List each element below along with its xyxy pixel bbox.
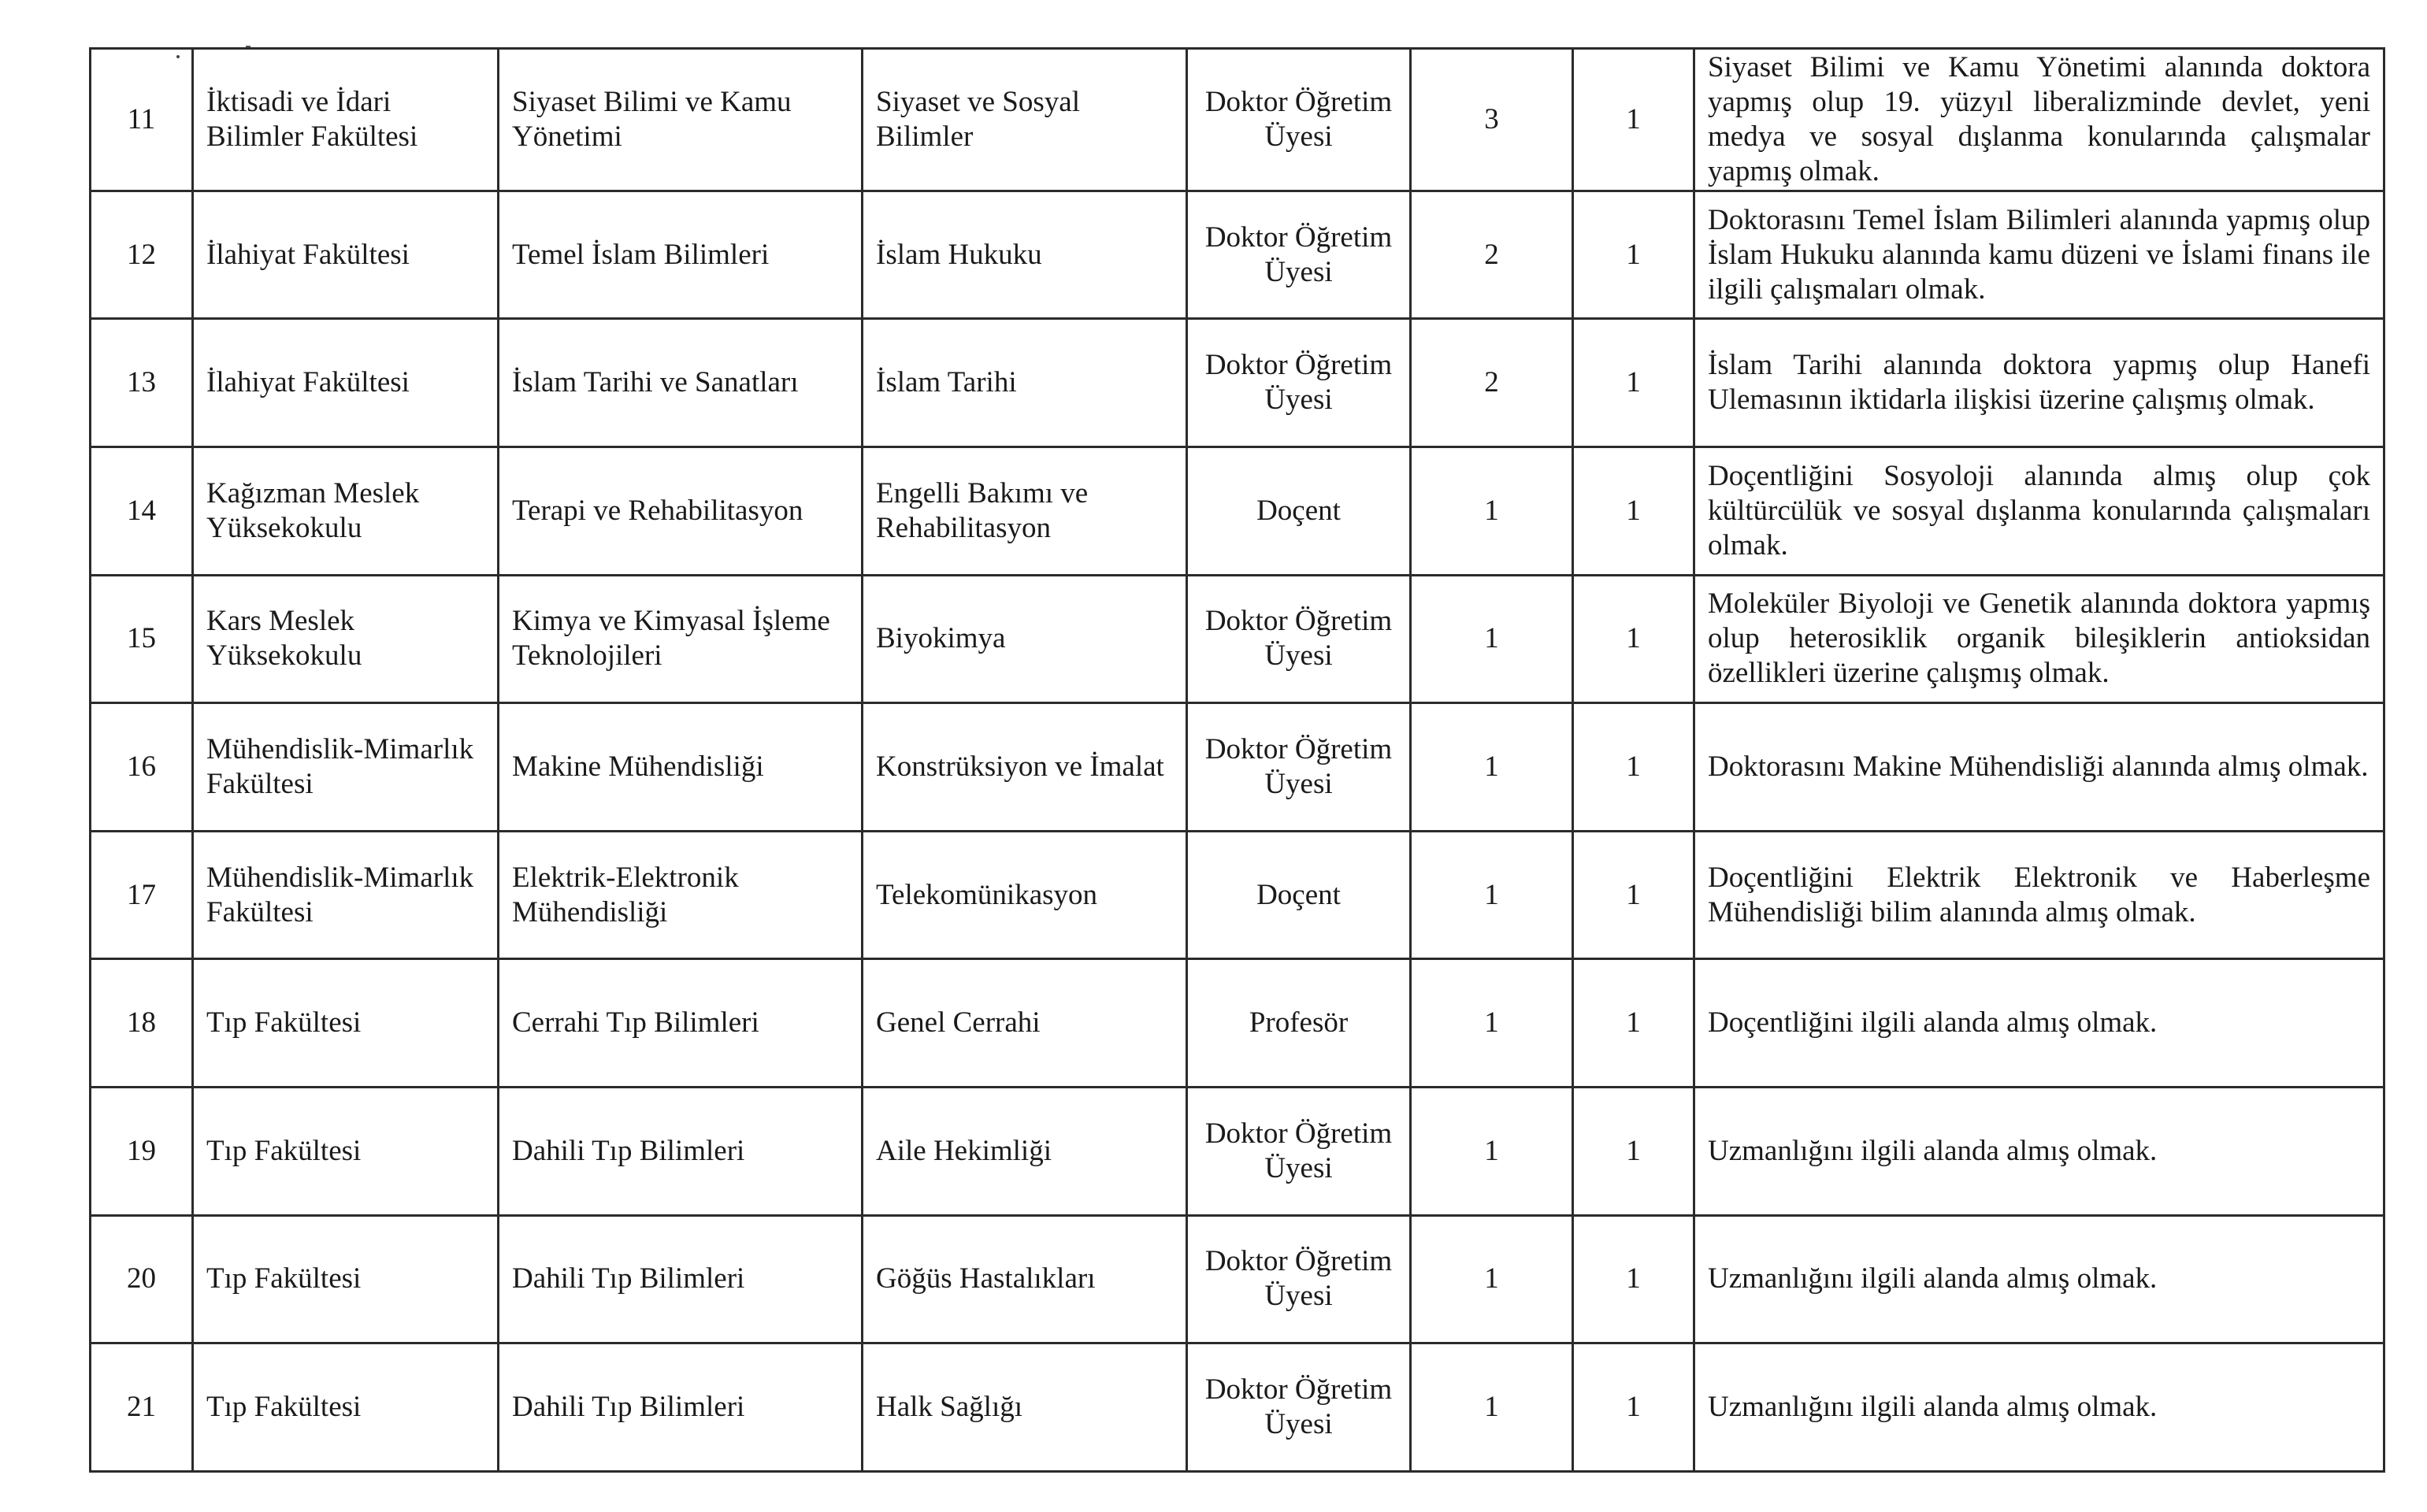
department-cell: Dahili Tıp Bilimleri — [499, 1343, 863, 1472]
degree-cell: 1 — [1411, 1215, 1573, 1343]
title-cell: Doktor Öğretim Üyesi — [1187, 1343, 1411, 1472]
table-row — [91, 575, 2384, 703]
count-cell: 1 — [1573, 959, 1694, 1088]
count-cell: 1 — [1573, 1088, 1694, 1216]
count-cell: 1 — [1573, 1343, 1694, 1472]
degree-cell: 1 — [1411, 1088, 1573, 1216]
requirement-cell: Uzmanlığını ilgili alanda almış olmak. — [1694, 1215, 2384, 1343]
field-cell: Göğüs Hastalıkları — [863, 1215, 1187, 1343]
row-number-cell: 13 — [91, 319, 193, 447]
degree-cell: 2 — [1411, 319, 1573, 447]
count-cell: 1 — [1573, 319, 1694, 447]
unit-cell: Mühendislik-Mimarlık Fakültesi — [193, 831, 499, 959]
department-cell: Terapi ve Rehabilitasyon — [499, 447, 863, 576]
title-cell: Doktor Öğretim Üyesi — [1187, 319, 1411, 447]
field-cell: Genel Cerrahi — [863, 959, 1187, 1088]
degree-cell: 1 — [1411, 1343, 1573, 1472]
unit-cell: İktisadi ve İdari Bilimler Fakültesi — [193, 49, 499, 191]
field-cell: Engelli Bakımı ve Rehabilitasyon — [863, 447, 1187, 576]
table-row — [91, 831, 2384, 959]
unit-cell: Tıp Fakültesi — [193, 1215, 499, 1343]
field-cell: İslam Hukuku — [863, 191, 1187, 319]
row-number-cell: 20 — [91, 1215, 193, 1343]
row-number-cell: 11 — [91, 49, 193, 191]
degree-cell: 1 — [1411, 447, 1573, 576]
department-cell: Dahili Tıp Bilimleri — [499, 1215, 863, 1343]
requirement-cell: Doktorasını Temel İslam Bilimleri alanında yapmış olup İslam Hukuku alanında kamu düzeni ve İslami finans ile ilgili çalışmaları olmak. — [1694, 191, 2384, 319]
department-cell: Siyaset Bilimi ve Kamu Yönetimi — [499, 49, 863, 191]
table-row — [91, 319, 2384, 447]
title-cell: Profesör — [1187, 959, 1411, 1088]
count-cell: 1 — [1573, 831, 1694, 959]
requirement-cell: Doçentliğini Elektrik Elektronik ve Haberleşme Mühendisliği bilim alanında almış olmak. — [1694, 831, 2384, 959]
title-cell: Doktor Öğretim Üyesi — [1187, 49, 1411, 191]
requirement-cell: Doçentliğini ilgili alanda almış olmak. — [1694, 959, 2384, 1088]
table-row — [91, 959, 2384, 1088]
field-cell: Telekomünikasyon — [863, 831, 1187, 959]
table-body — [91, 49, 2384, 1472]
count-cell: 1 — [1573, 1215, 1694, 1343]
row-number-cell: 18 — [91, 959, 193, 1088]
requirement-cell: Moleküler Biyoloji ve Genetik alanında doktora yapmış olup heterosiklik organik bileşiklerin antioksidan özellikleri üzerine çalışmış olmak. — [1694, 575, 2384, 703]
degree-cell: 1 — [1411, 703, 1573, 832]
count-cell: 1 — [1573, 575, 1694, 703]
title-cell: Doktor Öğretim Üyesi — [1187, 191, 1411, 319]
requirement-cell: Uzmanlığını ilgili alanda almış olmak. — [1694, 1088, 2384, 1216]
degree-cell: 1 — [1411, 575, 1573, 703]
field-cell: Siyaset ve Sosyal Bilimler — [863, 49, 1187, 191]
department-cell: Temel İslam Bilimleri — [499, 191, 863, 319]
degree-cell: 1 — [1411, 959, 1573, 1088]
title-cell: Doktor Öğretim Üyesi — [1187, 1215, 1411, 1343]
row-number-cell: 17 — [91, 831, 193, 959]
department-cell: Cerrahi Tıp Bilimleri — [499, 959, 863, 1088]
positions-table — [89, 47, 2385, 1473]
requirement-cell: Uzmanlığını ilgili alanda almış olmak. — [1694, 1343, 2384, 1472]
unit-cell: İlahiyat Fakültesi — [193, 319, 499, 447]
unit-cell: Mühendislik-Mimarlık Fakültesi — [193, 703, 499, 832]
count-cell: 1 — [1573, 447, 1694, 576]
title-cell: Doktor Öğretim Üyesi — [1187, 1088, 1411, 1216]
table-row — [91, 49, 2384, 191]
table-row — [91, 1343, 2384, 1472]
field-cell: İslam Tarihi — [863, 319, 1187, 447]
row-number-cell: 14 — [91, 447, 193, 576]
field-cell: Halk Sağlığı — [863, 1343, 1187, 1472]
field-cell: Biyokimya — [863, 575, 1187, 703]
requirement-cell: İslam Tarihi alanında doktora yapmış olup Hanefi Ulemasının iktidarla ilişkisi üzerine çalışmış olmak. — [1694, 319, 2384, 447]
unit-cell: Kars Meslek Yüksekokulu — [193, 575, 499, 703]
unit-cell: Tıp Fakültesi — [193, 1088, 499, 1216]
department-cell: Kimya ve Kimyasal İşleme Teknolojileri — [499, 575, 863, 703]
unit-cell: Tıp Fakültesi — [193, 1343, 499, 1472]
title-cell: Doçent — [1187, 831, 1411, 959]
count-cell: 1 — [1573, 703, 1694, 832]
table-row — [91, 191, 2384, 319]
table-row — [91, 703, 2384, 832]
count-cell: 1 — [1573, 49, 1694, 191]
row-number-cell: 15 — [91, 575, 193, 703]
row-number-cell: 16 — [91, 703, 193, 832]
title-cell: Doçent — [1187, 447, 1411, 576]
field-cell: Aile Hekimliği — [863, 1088, 1187, 1216]
table-row — [91, 1088, 2384, 1216]
unit-cell: Tıp Fakültesi — [193, 959, 499, 1088]
department-cell: Dahili Tıp Bilimleri — [499, 1088, 863, 1216]
table-row — [91, 447, 2384, 576]
requirement-cell: Doçentliğini Sosyoloji alanında almış olup çok kültürcülük ve sosyal dışlanma konularında çalışmaları olmak. — [1694, 447, 2384, 576]
unit-cell: Kağızman Meslek Yüksekokulu — [193, 447, 499, 576]
title-cell: Doktor Öğretim Üyesi — [1187, 575, 1411, 703]
count-cell: 1 — [1573, 191, 1694, 319]
requirement-cell: Siyaset Bilimi ve Kamu Yönetimi alanında doktora yapmış olup 19. yüzyıl liberalizminde devlet, yeni medya ve sosyal dışlanma konularında çalışmalar yapmış olmak. — [1694, 49, 2384, 191]
degree-cell: 2 — [1411, 191, 1573, 319]
row-number-cell: 12 — [91, 191, 193, 319]
table-row — [91, 1215, 2384, 1343]
unit-cell: İlahiyat Fakültesi — [193, 191, 499, 319]
degree-cell: 1 — [1411, 831, 1573, 959]
field-cell: Konstrüksiyon ve İmalat — [863, 703, 1187, 832]
title-cell: Doktor Öğretim Üyesi — [1187, 703, 1411, 832]
row-number-cell: 19 — [91, 1088, 193, 1216]
row-number-cell: 21 — [91, 1343, 193, 1472]
requirement-cell: Doktorasını Makine Mühendisliği alanında almış olmak. — [1694, 703, 2384, 832]
degree-cell: 3 — [1411, 49, 1573, 191]
department-cell: İslam Tarihi ve Sanatları — [499, 319, 863, 447]
department-cell: Makine Mühendisliği — [499, 703, 863, 832]
department-cell: Elektrik-Elektronik Mühendisliği — [499, 831, 863, 959]
